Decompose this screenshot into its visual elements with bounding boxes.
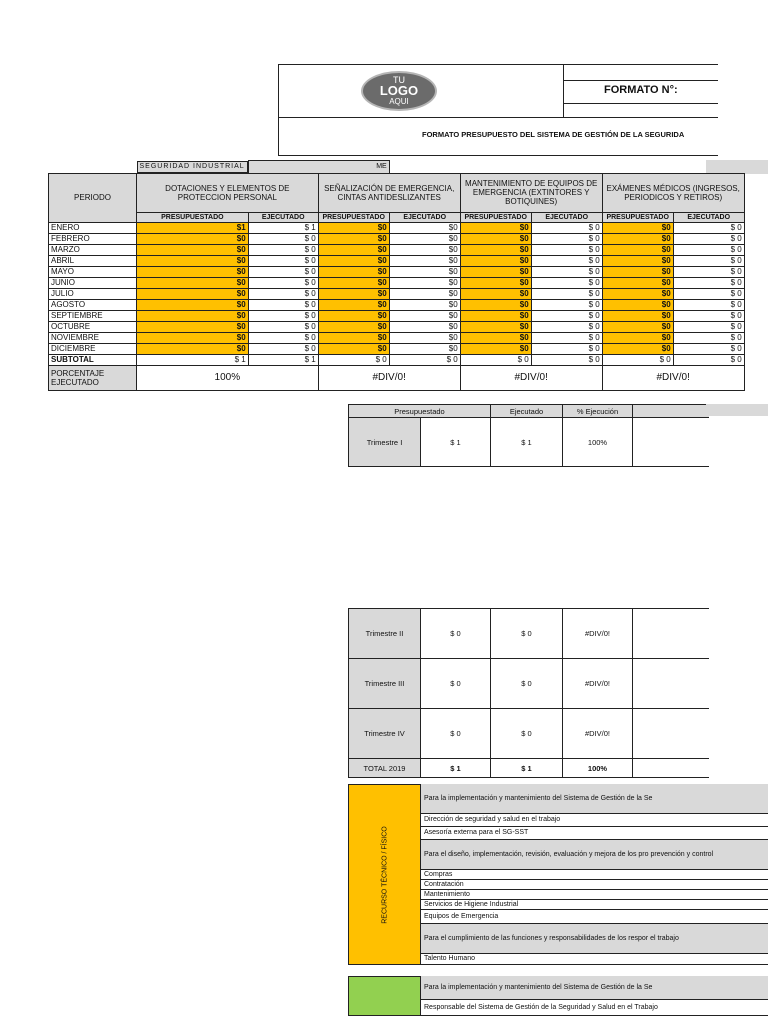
ejecutado-cell[interactable]: $0 [389,288,460,299]
tri-presupuestado[interactable]: $ 1 [421,418,491,467]
cell[interactable]: $ 0 [673,354,744,365]
recurso-humano-rows [421,976,768,1016]
month-row [49,266,745,277]
month-row [49,222,745,233]
porcentaje-row [49,365,745,390]
logo-text-3: AQUI [389,97,409,106]
ejecutado-cell[interactable]: $ 0 [531,233,602,244]
ejecutado-cell[interactable]: $ 0 [531,288,602,299]
presupuestado-cell[interactable]: $0 [137,343,249,354]
recurso-item: Servicios de Higiene Industrial [421,900,768,910]
recurso-item: Compras [421,870,768,880]
ejecutado-cell[interactable]: $ 0 [673,343,744,354]
ejecutado-cell[interactable]: $ 0 [673,321,744,332]
presupuestado-cell[interactable]: $0 [137,310,249,321]
tri-pct[interactable]: 100% [563,418,633,467]
page-title: FORMATO PRESUPUESTO DEL SISTEMA DE GESTIÓN DE LA SEGURIDA [422,130,685,139]
month-label: JULIO [49,288,137,299]
header-divider-h3 [563,103,718,104]
presupuestado-cell[interactable]: $0 [137,244,249,255]
presupuestado-cell[interactable]: $1 [137,222,249,233]
subtotal-label: SUBTOTAL [49,354,137,365]
presupuestado-cell[interactable]: $0 [602,310,673,321]
presupuestado-cell[interactable]: $0 [460,299,531,310]
header-divider-h2 [563,80,718,81]
month-label: SEPTIEMBRE [49,310,137,321]
month-row [49,332,745,343]
ejecutado-cell[interactable]: $ 0 [673,233,744,244]
ejecutado-cell[interactable]: $ 0 [673,255,744,266]
formato-label: FORMATO N°: [604,84,678,96]
month-label: MARZO [49,244,137,255]
col-presupuestado: PRESUPUESTADO [602,212,673,222]
recurso-item: Mantenimiento [421,890,768,900]
ejecutado-cell[interactable]: $ 0 [531,332,602,343]
month-row [49,343,745,354]
ejecutado-cell[interactable]: $ 0 [248,233,318,244]
recurso-tecnico-label: RECURSO TÉCNICO / FÍSICO [381,825,388,924]
presupuestado-cell[interactable]: $0 [137,233,249,244]
presupuestado-cell[interactable]: $0 [602,244,673,255]
ejecutado-cell[interactable]: $ 0 [248,332,318,343]
header-divider-v [563,64,564,118]
ejecutado-cell[interactable]: $ 0 [248,244,318,255]
porcentaje-label: PORCENTAJE EJECUTADO [49,365,137,390]
porcentaje-cat1[interactable]: 100% [137,365,319,390]
month-row [49,321,745,332]
subtotal-row [49,354,745,365]
presupuestado-cell[interactable]: $0 [460,222,531,233]
ejecutado-cell[interactable]: $ 0 [673,277,744,288]
budget-table [48,160,745,391]
month-label: FEBRERO [49,233,137,244]
presupuestado-cell[interactable]: $0 [460,266,531,277]
recurso-section-header: Para la implementación y mantenimiento del Sistema de Gestión de la Se [421,976,768,1000]
month-label: DICIEMBRE [49,343,137,354]
tri-ejecutado[interactable]: $ 1 [491,418,563,467]
presupuestado-cell[interactable]: $0 [318,332,389,343]
ejecutado-cell[interactable]: $ 0 [673,310,744,321]
ejecutado-cell[interactable]: $ 0 [531,266,602,277]
col-ejecutado: EJECUTADO [389,212,460,222]
month-row [49,244,745,255]
cell[interactable]: $ 0 [318,354,389,365]
presupuestado-cell[interactable]: $0 [318,299,389,310]
tri-col-presupuestado: Presupuestado [349,405,491,418]
presupuestado-cell[interactable]: $0 [318,288,389,299]
month-label: ABRIL [49,255,137,266]
recurso-tecnico-label-cell [348,784,421,965]
tri-pct[interactable]: #DIV/0! [563,609,633,659]
tri-label: Trimestre II [349,609,421,659]
recurso-item: Equipos de Emergencia [421,910,768,924]
porcentaje-cat3[interactable]: #DIV/0! [460,365,602,390]
tri-label: Trimestre IV [349,709,421,759]
tri-pct[interactable]: #DIV/0! [563,659,633,709]
presupuestado-cell[interactable]: $0 [602,288,673,299]
col-cat3: MANTENIMIENTO DE EQUIPOS DE EMERGENCIA (EXTINTORES Y BOTIQUINES) [460,173,602,212]
ejecutado-cell[interactable]: $ 0 [248,288,318,299]
ejecutado-cell[interactable]: $0 [389,299,460,310]
presupuestado-cell[interactable]: $0 [318,266,389,277]
month-row [49,288,745,299]
col-presupuestado: PRESUPUESTADO [318,212,389,222]
recurso-section-header: Para el cumplimiento de las funciones y responsabilidades de los respor el trabajo [421,924,768,954]
presupuestado-cell[interactable]: $0 [137,332,249,343]
presupuestado-cell[interactable]: $0 [602,222,673,233]
month-label: ENERO [49,222,137,233]
ejecutado-cell[interactable]: $ 0 [673,222,744,233]
month-label: JUNIO [49,277,137,288]
col-presupuestado: PRESUPUESTADO [460,212,531,222]
tri-right-strip [706,404,768,416]
month-label: OCTUBRE [49,321,137,332]
presupuestado-cell[interactable]: $0 [318,277,389,288]
ejecutado-cell[interactable]: $0 [389,321,460,332]
presupuestado-cell[interactable]: $0 [318,310,389,321]
presupuestado-cell[interactable]: $0 [318,343,389,354]
recurso-item: Asesoría externa para el SG-SST [421,827,768,840]
tri-presupuestado[interactable]: $ 0 [421,659,491,709]
presupuestado-cell[interactable]: $0 [602,277,673,288]
presupuestado-cell[interactable]: $0 [460,255,531,266]
logo-text-1: TU [393,75,405,85]
recurso-item: Talento Humano [421,954,768,965]
ejecutado-cell[interactable]: $ 1 [248,222,318,233]
tri-presupuestado[interactable]: $ 0 [421,709,491,759]
month-row [49,310,745,321]
presupuestado-cell[interactable]: $0 [602,255,673,266]
presupuestado-cell[interactable]: $0 [137,299,249,310]
ejecutado-cell[interactable]: $0 [389,244,460,255]
group-seguridad: SEGURIDAD INDUSTRIAL [137,161,248,173]
porcentaje-cat2[interactable]: #DIV/0! [318,365,460,390]
ejecutado-cell[interactable]: $0 [389,277,460,288]
tri-col-pct: % Ejecución [563,405,633,418]
recurso-section-header: Para el diseño, implementación, revisión, evaluación y mejora de los pro prevención y control [421,840,768,870]
cell[interactable]: $ 0 [460,354,531,365]
tri-ejecutado[interactable]: $ 0 [491,709,563,759]
ejecutado-cell[interactable]: $0 [389,332,460,343]
ejecutado-cell[interactable]: $ 0 [248,299,318,310]
tri-ejecutado[interactable]: $ 0 [491,609,563,659]
ejecutado-cell[interactable]: $ 0 [248,266,318,277]
tri-label: Trimestre I [349,418,421,467]
tri-pct[interactable]: #DIV/0! [563,709,633,759]
tri-ejecutado[interactable]: $ 0 [491,659,563,709]
month-row [49,277,745,288]
ejecutado-cell[interactable]: $ 0 [248,321,318,332]
col-cat1: DOTACIONES Y ELEMENTOS DE PROTECCION PERSONAL [137,173,319,212]
presupuestado-cell[interactable]: $0 [460,233,531,244]
cell[interactable]: $ 0 [531,354,602,365]
ejecutado-cell[interactable]: $0 [389,233,460,244]
col-ejecutado: EJECUTADO [673,212,744,222]
col-periodo: PERIODO [49,173,137,222]
month-row [49,255,745,266]
tri-label: Trimestre III [349,659,421,709]
group-medicina: ME [248,161,389,174]
col-ejecutado: EJECUTADO [248,212,318,222]
ejecutado-cell[interactable]: $0 [389,343,460,354]
presupuestado-cell[interactable]: $0 [137,321,249,332]
recurso-item: Dirección de seguridad y salud en el trabajo [421,814,768,827]
tri-total-ejecutado[interactable]: $ 1 [491,759,563,778]
presupuestado-cell[interactable]: $0 [137,277,249,288]
presupuestado-cell[interactable]: $0 [460,310,531,321]
presupuestado-cell[interactable]: $0 [318,321,389,332]
ejecutado-cell[interactable]: $ 0 [531,244,602,255]
ejecutado-cell[interactable]: $ 0 [673,266,744,277]
ejecutado-cell[interactable]: $ 0 [531,255,602,266]
ejecutado-cell[interactable]: $0 [389,255,460,266]
ejecutado-cell[interactable]: $ 0 [673,332,744,343]
presupuestado-cell[interactable]: $0 [460,244,531,255]
month-label: AGOSTO [49,299,137,310]
ejecutado-cell[interactable]: $0 [389,266,460,277]
cell[interactable]: $ 0 [602,354,673,365]
ejecutado-cell[interactable]: $ 0 [248,310,318,321]
header-divider-h [278,117,718,118]
col-cat2: SEÑALIZACIÓN DE EMERGENCIA, CINTAS ANTIDESLIZANTES [318,173,460,212]
month-label: NOVIEMBRE [49,332,137,343]
logo [361,71,437,111]
tri-col-ejecutado: Ejecutado [491,405,563,418]
month-label: MAYO [49,266,137,277]
ejecutado-cell[interactable]: $ 0 [531,222,602,233]
presupuestado-cell[interactable]: $0 [602,266,673,277]
ejecutado-cell[interactable]: $ 0 [531,310,602,321]
logo-text-2: LOGO [379,83,419,98]
presupuestado-cell[interactable]: $0 [318,233,389,244]
ejecutado-cell[interactable]: $ 0 [673,299,744,310]
presupuestado-cell[interactable]: $0 [137,266,249,277]
ejecutado-cell[interactable]: $ 0 [531,299,602,310]
month-row [49,299,745,310]
tri-total-pct[interactable]: 100% [563,759,633,778]
presupuestado-cell[interactable]: $0 [318,244,389,255]
ejecutado-cell[interactable]: $ 0 [531,343,602,354]
presupuestado-cell[interactable]: $0 [460,332,531,343]
presupuestado-cell[interactable]: $0 [460,288,531,299]
cell[interactable]: $ 1 [248,354,318,365]
presupuestado-cell[interactable]: $0 [460,277,531,288]
presupuestado-cell[interactable]: $0 [460,343,531,354]
col-presupuestado: PRESUPUESTADO [137,212,249,222]
tri-presupuestado[interactable]: $ 0 [421,609,491,659]
ejecutado-cell[interactable]: $ 0 [673,244,744,255]
ejecutado-cell[interactable]: $ 0 [531,321,602,332]
presupuestado-cell[interactable]: $0 [318,222,389,233]
presupuestado-cell[interactable]: $0 [602,343,673,354]
presupuestado-cell[interactable]: $0 [460,321,531,332]
recurso-humano-label-cell [348,976,421,1016]
cell[interactable]: $ 1 [137,354,249,365]
recurso-item: Contratación [421,880,768,890]
presupuestado-cell[interactable]: $0 [602,233,673,244]
ejecutado-cell[interactable]: $0 [389,222,460,233]
month-row [49,233,745,244]
trimestre-header-table [348,404,709,467]
presupuestado-cell[interactable]: $0 [137,288,249,299]
presupuestado-cell[interactable]: $0 [602,321,673,332]
presupuestado-cell[interactable]: $0 [137,255,249,266]
col-cat4: EXÁMENES MÉDICOS (INGRESOS, PERIODICOS Y RETIROS) [602,173,744,212]
trimestre-table [348,608,709,778]
col-ejecutado: EJECUTADO [531,212,602,222]
ejecutado-cell[interactable]: $ 0 [531,277,602,288]
ejecutado-cell[interactable]: $ 0 [673,288,744,299]
presupuestado-cell[interactable]: $0 [602,299,673,310]
presupuestado-cell[interactable]: $0 [602,332,673,343]
ejecutado-cell[interactable]: $ 0 [248,343,318,354]
presupuestado-cell[interactable]: $0 [318,255,389,266]
ejecutado-cell[interactable]: $ 0 [248,277,318,288]
recurso-section-header: Para la implementación y mantenimiento del Sistema de Gestión de la Se [421,784,768,814]
porcentaje-cat4[interactable]: #DIV/0! [602,365,744,390]
ejecutado-cell[interactable]: $0 [389,310,460,321]
ejecutado-cell[interactable]: $ 0 [248,255,318,266]
tri-total-presupuestado[interactable]: $ 1 [421,759,491,778]
header-block [278,64,718,156]
tri-total-label: TOTAL 2019 [349,759,421,778]
recurso-item: Responsable del Sistema de Gestión de la Seguridad y Salud en el Trabajo [421,1000,768,1016]
cell[interactable]: $ 0 [389,354,460,365]
recurso-tecnico-rows [421,784,768,965]
